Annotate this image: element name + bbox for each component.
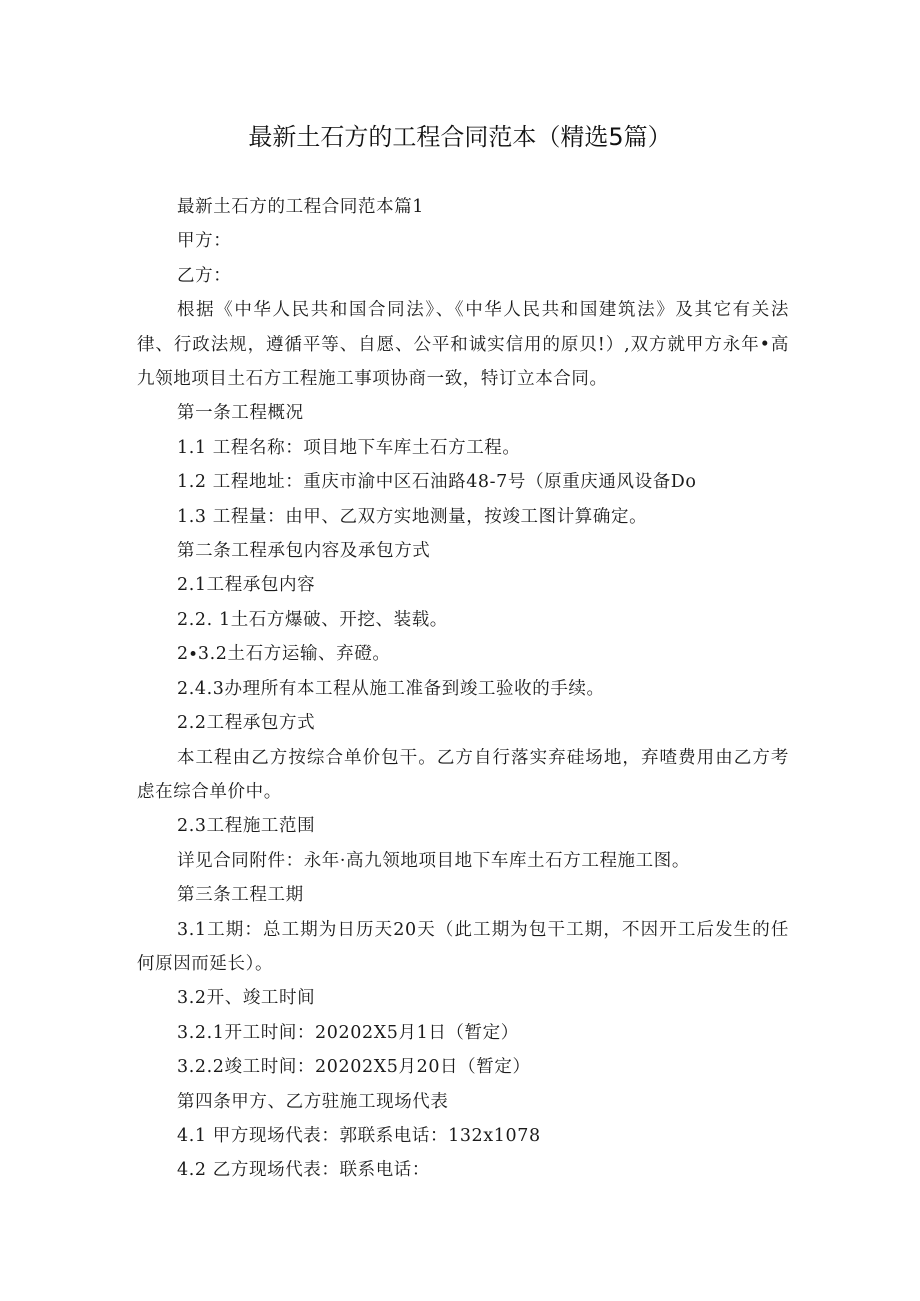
clause-line: 2.1工程承包内容 bbox=[177, 575, 316, 596]
article-heading: 第四条甲方、乙方驻施工现场代表 bbox=[177, 1091, 449, 1112]
article-heading: 第一条工程概况 bbox=[177, 403, 304, 424]
clause-line: 1.2 工程地址：重庆市渝中区石油路48-7号（原重庆通风设备Do bbox=[177, 472, 697, 493]
clause-line: 2.2工程承包方式 bbox=[177, 713, 316, 734]
clause-line: 2.3工程施工范围 bbox=[177, 816, 316, 837]
document-title: 最新土石方的工程合同范本（精选5篇） bbox=[248, 123, 672, 151]
party-b-line: 乙方： bbox=[177, 265, 232, 286]
party-a-line: 甲方： bbox=[177, 231, 232, 252]
clause-line: 3.2.2竣工时间：20202X5月20日（暂定） bbox=[177, 1057, 531, 1078]
article-heading: 第二条工程承包内容及承包方式 bbox=[177, 541, 431, 562]
clause-line: 4.1 甲方现场代表：郭联系电话：132x1078 bbox=[177, 1125, 541, 1146]
document-body bbox=[137, 190, 789, 1188]
section-heading: 最新土石方的工程合同范本篇1 bbox=[177, 197, 425, 217]
clause-line: 3.2.1开工时间：20202X5月1日（暂定） bbox=[177, 1022, 519, 1043]
clause-line: 1.1 工程名称：项目地下车库土石方工程。 bbox=[177, 437, 521, 458]
preamble-paragraph: 根据《中华人民共和国合同法》、《中华人民共和国建筑法》及其它有关法律、行政法规，遵循平等、自愿、公平和诚实信用的原贝!）,双方就甲方永年•高九领地项目土石方工程施工事项协商一致，特订立本合同。 bbox=[137, 300, 789, 390]
clause-line: 1.3 工程量：由甲、乙双方实地测量，按竣工图计算确定。 bbox=[177, 506, 648, 527]
clause-line: 4.2 乙方现场代表：联系电话： bbox=[177, 1160, 430, 1181]
clause-line: 3.2开、竣工时间 bbox=[177, 988, 316, 1009]
clause-line: 2∙3.2土石方运输、弃磴。 bbox=[177, 644, 391, 665]
clause-line: 详见合同附件：永年·高九领地项目地下车库土石方工程施工图。 bbox=[177, 850, 690, 871]
clause-paragraph: 本工程由乙方按综合单价包干。乙方自行落实弃硅场地，弃喳费用由乙方考虑在综合单价中。 bbox=[137, 747, 789, 802]
clause-line: 2.4.3办理所有本工程从施工准备到竣工验收的手续。 bbox=[177, 678, 605, 699]
clause-line: 2.2. 1土石方爆破、开挖、装载。 bbox=[177, 609, 448, 630]
article-heading: 第三条工程工期 bbox=[177, 885, 304, 906]
clause-paragraph: 3.1工期：总工期为日历天20天（此工期为包干工期，不因开工后发生的任何原因而延长）。 bbox=[137, 919, 789, 974]
